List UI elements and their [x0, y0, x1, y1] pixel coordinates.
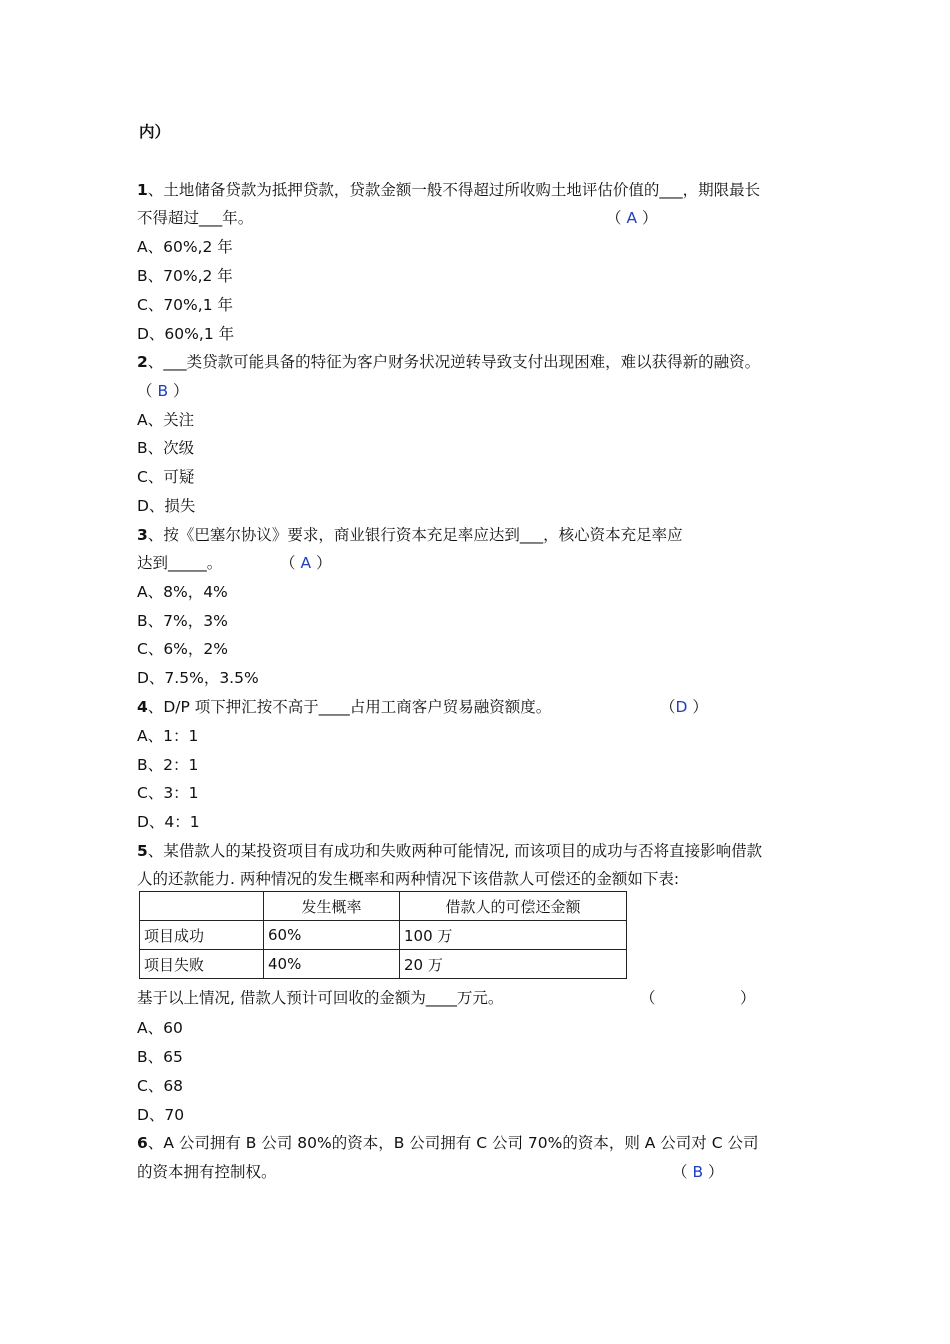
question-3-line-2: 达到_____。: [137, 554, 223, 572]
answer-letter: A: [300, 554, 312, 572]
question-number: 1: [137, 181, 148, 199]
table-row: [140, 921, 627, 950]
question-2-answer: （ B ）: [137, 382, 189, 400]
table-header-cell: [140, 892, 264, 921]
question-3-answer: （ A ）: [280, 554, 332, 572]
question-text: 某借款人的某投资项目有成功和失败两种可能情况, 而该项目的成功与否将直接影响借款: [163, 842, 763, 860]
q4-option-d: D、4：1: [137, 813, 200, 831]
q2-option-a: A、关注: [137, 411, 195, 429]
question-2-line-1: [137, 352, 760, 372]
question-separator: 、: [147, 181, 164, 199]
table-cell: 100 万: [400, 921, 627, 950]
probability-table: [139, 891, 627, 979]
q5-option-a: A、60: [137, 1019, 183, 1037]
question-5-answer-open: （: [640, 989, 656, 1007]
q3-option-d: D、7.5%，3.5%: [137, 669, 259, 687]
table-header-cell: 借款人的可偿还金额: [400, 892, 627, 921]
q4-option-b: B、2：1: [137, 756, 199, 774]
question-6-line-1: [137, 1133, 758, 1153]
question-number: 6: [137, 1134, 148, 1152]
q3-option-a: A、8%，4%: [137, 583, 228, 601]
question-5-line-2: 人的还款能力. 两种情况的发生概率和两种情况下该借款人可偿还的金额如下表:: [137, 870, 680, 888]
q1-option-b: B、70%,2 年: [137, 267, 233, 285]
q4-option-a: A、1：1: [137, 727, 199, 745]
q1-option-d: D、60%,1 年: [137, 325, 235, 343]
question-number: 3: [137, 526, 148, 544]
table-cell: 项目失败: [140, 950, 264, 979]
q4-option-c: C、3：1: [137, 784, 199, 802]
question-5-line-1: [137, 841, 762, 861]
question-text: 土地储备贷款为抵押贷款，贷款金额一般不得超过所收购土地评估价值的___，期限最长: [163, 181, 761, 199]
answer-letter: B: [157, 382, 169, 400]
question-text: ___类贷款可能具备的特征为客户财务状况逆转导致支付出现困难，难以获得新的融资。: [163, 353, 761, 371]
table-row: [140, 950, 627, 979]
q5-option-b: B、65: [137, 1048, 183, 1066]
q5-option-d: D、70: [137, 1106, 185, 1124]
q2-option-c: C、可疑: [137, 468, 195, 486]
q1-option-c: C、70%,1 年: [137, 296, 233, 314]
table-cell: 60%: [264, 921, 400, 950]
question-5-answer-close: ）: [740, 989, 756, 1007]
question-separator: 、: [147, 698, 164, 716]
table-cell: 项目成功: [140, 921, 264, 950]
question-4-line-1: [137, 697, 551, 717]
question-number: 5: [137, 842, 148, 860]
answer-letter: D: [675, 698, 688, 716]
question-separator: 、: [147, 842, 164, 860]
question-separator: 、: [147, 353, 164, 371]
question-separator: 、: [147, 526, 164, 544]
question-separator: 、: [147, 1134, 164, 1152]
q5-option-c: C、68: [137, 1077, 184, 1095]
question-4-answer: （D ）: [660, 698, 708, 716]
answer-letter: A: [626, 209, 638, 227]
answer-letter: B: [692, 1163, 704, 1181]
question-6-answer: （ B ）: [672, 1163, 724, 1181]
question-1-line-2: 不得超过___年。: [137, 209, 254, 227]
table-cell: 40%: [264, 950, 400, 979]
question-1-line-1: [137, 180, 760, 200]
question-text: A 公司拥有 B 公司 80%的资本，B 公司拥有 C 公司 70%的资本，则 A 公司对 C 公司: [163, 1134, 759, 1152]
table-header-row: [140, 892, 627, 921]
question-5-line-3: 基于以上情况, 借款人预计可回收的金额为____万元。: [137, 989, 504, 1007]
table-cell: 20 万: [400, 950, 627, 979]
question-3-line-1: [137, 525, 683, 545]
q1-option-a: A、60%,2 年: [137, 238, 233, 256]
q2-option-d: D、损失: [137, 497, 196, 515]
question-number: 4: [137, 698, 148, 716]
header-fragment: 内）: [139, 123, 171, 141]
question-text: D/P 项下押汇按不高于____占用工商客户贸易融资额度。: [163, 698, 552, 716]
question-number: 2: [137, 353, 148, 371]
question-6-line-2: 的资本拥有控制权。: [137, 1163, 277, 1181]
question-1-answer: （ A ）: [606, 209, 658, 227]
table-header-cell: 发生概率: [264, 892, 400, 921]
q3-option-c: C、6%，2%: [137, 640, 229, 658]
question-text: 按《巴塞尔协议》要求，商业银行资本充足率应达到___，核心资本充足率应: [163, 526, 683, 544]
q3-option-b: B、7%，3%: [137, 612, 228, 630]
q2-option-b: B、次级: [137, 439, 195, 457]
